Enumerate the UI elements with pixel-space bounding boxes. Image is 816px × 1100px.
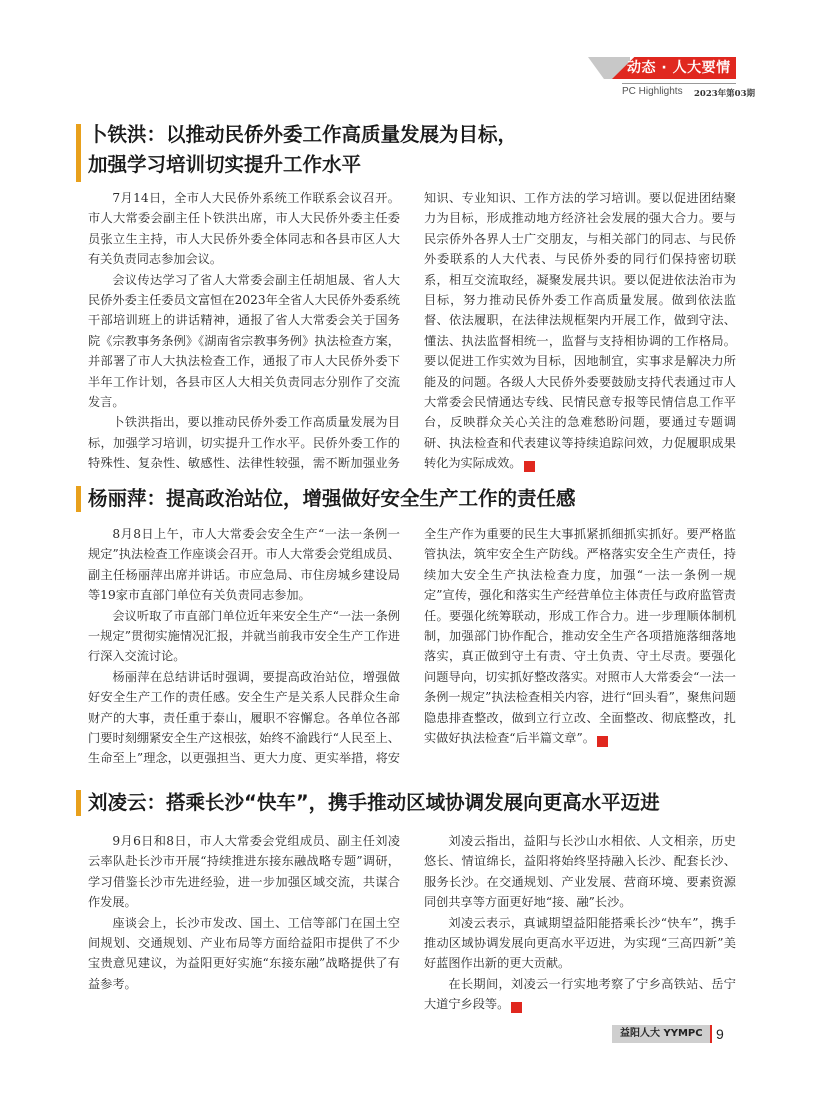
paragraph: 7月14日，全市人大民侨外系统工作联系会议召开。市人大常委会副主任卜铁洪出席，市人大民侨外委主任委员张立生主持，市人大民侨外委全体同志和各县市区人大有关负责同志参加会议。 xyxy=(88,191,400,267)
paragraph: 座谈会上，长沙市发改、国土、工信等部门在国土空间规划、交通规划、产业布局等方面给益阳市提供了不少宝贵意见建议，为益阳更好实施“东接东融”战略提供了有益参考。 xyxy=(88,915,400,991)
paragraph xyxy=(424,974,736,1015)
paragraph: 刘凌云表示，真诚期望益阳能搭乘长沙“快车”，携手推动区域协调发展向更高水平迈进，为实现“三高四新”美好蓝图作出新的更大贡献。 xyxy=(424,915,736,971)
paragraph-text: 在长期间，刘凌云一行实地考察了宁乡高铁站、岳宁大道宁乡段等。 xyxy=(424,976,736,1012)
article-title-line1: 卜铁洪：以推动民侨外委工作高质量发展为目标， xyxy=(88,123,518,146)
header-divider xyxy=(622,83,736,84)
header-issue: 2023年第03期 xyxy=(694,89,755,99)
end-mark-icon: 人 xyxy=(511,1002,522,1013)
article-body xyxy=(88,831,736,1031)
end-mark-icon: 人 xyxy=(524,461,535,472)
paragraph: 会议传达学习了省人大常委会副主任胡旭晟、省人大民侨外委主任委员文富恒在2023年全省人大民侨外委系统干部培训班上的讲话精神，通报了省人大常委会关于国务院《宗教事务条例》《湖南省宗教事务例》执法检查方案，并部署了市人大执法检查工作，通报了市人大民侨外委下半年工作计划，各县市区人大相关负责同志分别作了交流发言。 xyxy=(88,272,400,410)
page-number: 9 xyxy=(716,1026,724,1042)
article-title: 刘凌云：搭乘长沙“快车”，携手推动区域协调发展向更高水平迈进 xyxy=(88,791,660,814)
header-subtitle: PC Highlights xyxy=(622,86,683,97)
title-accent-bar xyxy=(76,486,81,512)
paragraph: 会议听取了市直部门单位近年来安全生产“一法一条例一规定”贯彻实施情况汇报，并就当前我市安全生产工作进行深入交流讨论。 xyxy=(88,608,400,664)
paragraph: 刘凌云指出，益阳与长沙山水相依、人文相亲，历史悠长、情谊绵长，益阳将始终坚持融入长沙、配套长沙、服务长沙。在交通规划、产业发展、营商环境、要素资源同创共享等方面更好地“接、融”长沙。 xyxy=(424,834,736,910)
end-mark-icon: 人 xyxy=(597,736,608,747)
article-title-line2: 加强学习培训切实提升工作水平 xyxy=(88,153,362,176)
article-title: 杨丽萍：提高政治站位，增强做好安全生产工作的责任感 xyxy=(88,487,576,510)
title-accent-bar xyxy=(76,790,81,816)
footer-divider xyxy=(710,1025,712,1043)
article-body xyxy=(88,524,736,774)
paragraph: 9月6日和8日，市人大常委会党组成员、副主任刘凌云率队赴长沙市开展“持续推进东接东融战略专题”调研，学习借鉴长沙市先进经验，进一步加强区域交流，共谋合作发展。 xyxy=(88,834,400,910)
paragraph: 8月8日上午，市人大常委会安全生产“一法一条例一规定”执法检查工作座谈会召开。市人大常委会党组成员、副主任杨丽萍出席并讲话。市应急局、市住房城乡建设局等19家市直部门单位有关负责同志参加。 xyxy=(88,527,400,603)
paragraph-text: 卜铁洪指出，要以推动民侨外委工作高质量发展为目标，加强学习培训，切实提升工作水平。民侨外委工作的特殊性、复杂性、敏感性、法律性较强，需不断加强业务知识、专业知识、工作方法的学习培训。要以促进团结聚力为目标，形成推动地方经济社会发展的强大合力。要与民宗侨外各界人士广交朋友，与相关部门的同志、与民侨外委联系的人大代表、与民侨外委的同行们保持密切联系，相互交流取经，凝聚发展共识。要以促进依法治市为目标，努力推动民侨外委工作高质量发展。做到依法监督、依法履职，在法律法规框架内开展工作，做到守法、懂法、执法监督相统一，监督与支持相协调的工作格局。要以促进工作实效为目标，因地制宜，实事求是解决力所能及的问题。各级人大民侨外委要鼓励支持代表通过市人大常委会民情通达专线、民情民意专报等民情信息工作平台，反映群众关心关注的急难愁盼问题，要通过专题调研、执法检查和代表建议等持续追踪问效，力促履职成果转化为实际成效。 xyxy=(88,191,736,471)
paragraph-text: 杨丽萍在总结讲话时强调，要提高政治站位，增强做好安全生产工作的责任感。安全生产是关系人民群众生命财产的大事，责任重于泰山，履职不容懈怠。各单位各部门要时刻绷紧安全生产这根弦，始终不渝践行“人民至上、生命至上”理念，以更强担当、更大力度、更实举措，将安全生产作为重要的民生大事抓紧抓细抓实抓好。要严格监管执法，筑牢安全生产防线。严格落实安全生产责任，持续加大安全生产执法检查力度，加强“一法一条例一规定”宣传，强化和落实生产经营单位主体责任与政府监管责任。要强化统筹联动，形成工作合力。进一步理顺体制机制，加强部门协作配合，推动安全生产各项措施落细落地落实，真正做到守土有责、守土负责、守土尽责。要强化问题导向，切实抓好整改落实。对照市人大常委会“一法一条例一规定”执法检查相关内容，进行“回头看”，聚焦问题隐患排查整改，做到立行立改、全面整改、彻底整改，扎实做好执法检查“后半篇文章”。 xyxy=(88,527,736,766)
header-section-label: 动态 · 人大要情 xyxy=(627,60,731,76)
title-accent-bar xyxy=(76,124,81,182)
footer-magazine-name: 益阳人大 YYMPC xyxy=(620,1028,703,1039)
